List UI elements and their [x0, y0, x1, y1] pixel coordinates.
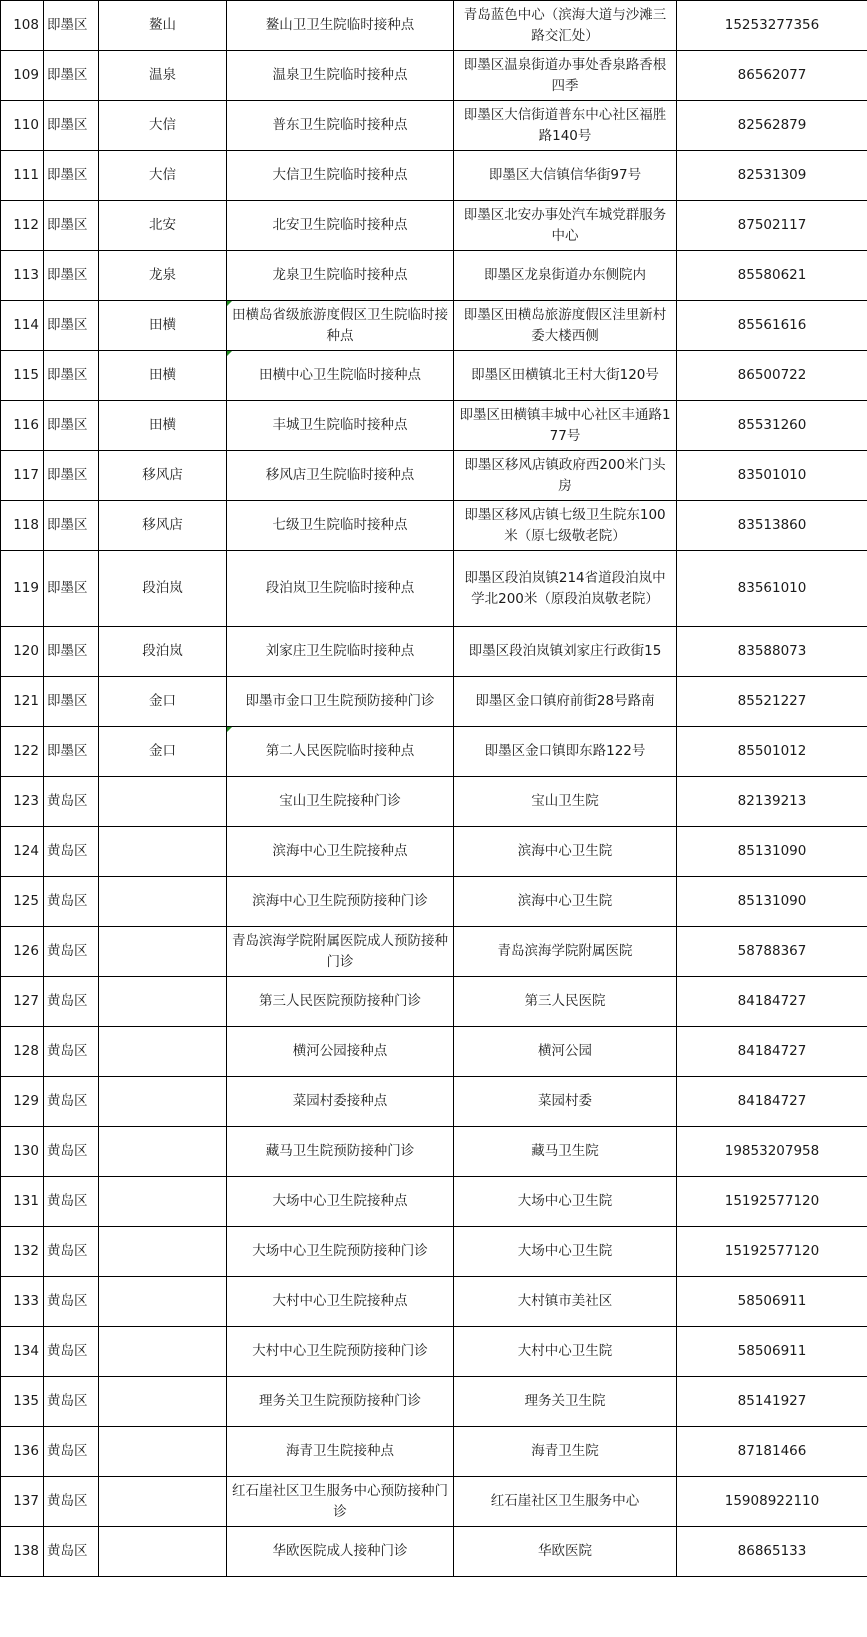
site-name-cell[interactable]: 滨海中心卫生院预防接种门诊	[227, 877, 454, 927]
town-cell[interactable]	[99, 1227, 227, 1277]
address-cell[interactable]: 即墨区大信街道普东中心社区福胜路140号	[454, 101, 677, 151]
table-row	[1, 351, 867, 401]
phone-cell[interactable]: 85131090	[677, 827, 867, 877]
address-cell[interactable]: 即墨区金口镇府前街28号路南	[454, 677, 677, 727]
site-name-cell[interactable]: 大场中心卫生院接种点	[227, 1177, 454, 1227]
phone-cell[interactable]: 84184727	[677, 1077, 867, 1127]
address-cell[interactable]: 即墨区移风店镇七级卫生院东100米（原七级敬老院）	[454, 501, 677, 551]
table-row	[1, 1177, 867, 1227]
site-name-cell[interactable]: 滨海中心卫生院接种点	[227, 827, 454, 877]
site-name-cell[interactable]: 龙泉卫生院临时接种点	[227, 251, 454, 301]
table-row	[1, 301, 867, 351]
table-row	[1, 1427, 867, 1477]
district-cell[interactable]: 即墨区	[44, 51, 99, 101]
table-row	[1, 1377, 867, 1427]
site-name-cell[interactable]: 海青卫生院接种点	[227, 1427, 454, 1477]
address-cell[interactable]: 即墨区田横镇丰城中心社区丰通路177号	[454, 401, 677, 451]
town-cell[interactable]: 移风店	[99, 451, 227, 501]
row-number-cell[interactable]: 108	[1, 1, 44, 51]
town-cell[interactable]: 金口	[99, 727, 227, 777]
site-name-cell[interactable]: 青岛滨海学院附属医院成人预防接种门诊	[227, 927, 454, 977]
town-cell[interactable]: 温泉	[99, 51, 227, 101]
address-cell[interactable]: 即墨区温泉街道办事处香泉路香根四季	[454, 51, 677, 101]
table-row	[1, 451, 867, 501]
address-cell[interactable]: 即墨区段泊岚镇刘家庄行政街15	[454, 627, 677, 677]
town-cell[interactable]: 北安	[99, 201, 227, 251]
district-cell[interactable]: 即墨区	[44, 151, 99, 201]
table-row	[1, 677, 867, 727]
town-cell[interactable]: 金口	[99, 677, 227, 727]
address-cell[interactable]: 即墨区大信镇信华街97号	[454, 151, 677, 201]
phone-cell[interactable]: 84184727	[677, 977, 867, 1027]
district-cell[interactable]: 黄岛区	[44, 877, 99, 927]
town-cell[interactable]: 段泊岚	[99, 551, 227, 627]
town-cell[interactable]	[99, 1527, 227, 1577]
town-cell[interactable]: 大信	[99, 151, 227, 201]
table-row	[1, 627, 867, 677]
phone-cell[interactable]: 85521227	[677, 677, 867, 727]
phone-cell[interactable]: 15192577120	[677, 1227, 867, 1277]
address-cell[interactable]: 大场中心卫生院	[454, 1177, 677, 1227]
row-number-cell[interactable]: 120	[1, 627, 44, 677]
address-cell[interactable]: 即墨区北安办事处汽车城党群服务中心	[454, 201, 677, 251]
phone-cell[interactable]: 86865133	[677, 1527, 867, 1577]
row-number-cell[interactable]: 116	[1, 401, 44, 451]
phone-cell[interactable]: 15192577120	[677, 1177, 867, 1227]
site-name-cell[interactable]: 宝山卫生院接种门诊	[227, 777, 454, 827]
phone-cell[interactable]: 82562879	[677, 101, 867, 151]
town-cell[interactable]	[99, 977, 227, 1027]
address-cell[interactable]: 大场中心卫生院	[454, 1227, 677, 1277]
town-cell[interactable]	[99, 1177, 227, 1227]
phone-cell[interactable]: 86562077	[677, 51, 867, 101]
site-name-cell[interactable]: 刘家庄卫生院临时接种点	[227, 627, 454, 677]
town-cell[interactable]: 鳌山	[99, 1, 227, 51]
address-cell[interactable]: 即墨区龙泉街道办东侧院内	[454, 251, 677, 301]
row-number-cell[interactable]: 137	[1, 1477, 44, 1527]
site-name-cell[interactable]: 第三人民医院预防接种门诊	[227, 977, 454, 1027]
district-cell[interactable]: 黄岛区	[44, 1127, 99, 1177]
site-name-cell[interactable]: 菜园村委接种点	[227, 1077, 454, 1127]
table-row	[1, 827, 867, 877]
address-cell[interactable]: 大村镇市美社区	[454, 1277, 677, 1327]
phone-cell[interactable]: 58506911	[677, 1277, 867, 1327]
site-name-cell[interactable]: 华欧医院成人接种门诊	[227, 1527, 454, 1577]
address-cell[interactable]: 即墨区田横岛旅游度假区洼里新村委大楼西侧	[454, 301, 677, 351]
site-name-cell[interactable]: 普东卫生院临时接种点	[227, 101, 454, 151]
table-row	[1, 201, 867, 251]
table-row	[1, 1527, 867, 1577]
address-cell[interactable]: 横河公园	[454, 1027, 677, 1077]
town-cell[interactable]	[99, 1477, 227, 1527]
town-cell[interactable]	[99, 1327, 227, 1377]
phone-cell[interactable]: 82531309	[677, 151, 867, 201]
district-cell[interactable]: 即墨区	[44, 1, 99, 51]
site-name-cell[interactable]: 田横岛省级旅游度假区卫生院临时接种点	[227, 301, 454, 351]
phone-cell[interactable]: 83501010	[677, 451, 867, 501]
row-number-cell[interactable]: 119	[1, 551, 44, 627]
site-name-cell[interactable]: 第二人民医院临时接种点	[227, 727, 454, 777]
row-number-cell[interactable]: 123	[1, 777, 44, 827]
town-cell[interactable]	[99, 1127, 227, 1177]
district-cell[interactable]: 黄岛区	[44, 1377, 99, 1427]
district-cell[interactable]: 黄岛区	[44, 927, 99, 977]
town-cell[interactable]: 大信	[99, 101, 227, 151]
site-name-cell[interactable]: 田横中心卫生院临时接种点	[227, 351, 454, 401]
town-cell[interactable]	[99, 827, 227, 877]
town-cell[interactable]	[99, 1277, 227, 1327]
district-cell[interactable]: 即墨区	[44, 201, 99, 251]
row-number-cell[interactable]: 134	[1, 1327, 44, 1377]
address-cell[interactable]: 大村中心卫生院	[454, 1327, 677, 1377]
row-number-cell[interactable]: 113	[1, 251, 44, 301]
table-row	[1, 551, 867, 627]
phone-cell[interactable]: 83513860	[677, 501, 867, 551]
site-name-cell[interactable]: 丰城卫生院临时接种点	[227, 401, 454, 451]
row-number-cell[interactable]: 117	[1, 451, 44, 501]
site-name-cell[interactable]: 横河公园接种点	[227, 1027, 454, 1077]
site-name-cell[interactable]: 温泉卫生院临时接种点	[227, 51, 454, 101]
row-number-cell[interactable]: 129	[1, 1077, 44, 1127]
town-cell[interactable]: 田横	[99, 351, 227, 401]
site-name-cell[interactable]: 北安卫生院临时接种点	[227, 201, 454, 251]
district-cell[interactable]: 黄岛区	[44, 1327, 99, 1377]
table-row	[1, 977, 867, 1027]
row-number-cell[interactable]: 122	[1, 727, 44, 777]
table-row	[1, 1077, 867, 1127]
district-cell[interactable]: 即墨区	[44, 351, 99, 401]
row-number-cell[interactable]: 135	[1, 1377, 44, 1427]
table-row	[1, 927, 867, 977]
row-number-cell[interactable]: 114	[1, 301, 44, 351]
table-row	[1, 401, 867, 451]
table-row	[1, 877, 867, 927]
phone-cell[interactable]: 85501012	[677, 727, 867, 777]
row-number-cell[interactable]: 130	[1, 1127, 44, 1177]
address-cell[interactable]: 滨海中心卫生院	[454, 877, 677, 927]
site-name-cell[interactable]: 大村中心卫生院接种点	[227, 1277, 454, 1327]
phone-cell[interactable]: 85580621	[677, 251, 867, 301]
row-number-cell[interactable]: 118	[1, 501, 44, 551]
town-cell[interactable]	[99, 777, 227, 827]
district-cell[interactable]: 黄岛区	[44, 827, 99, 877]
row-number-cell[interactable]: 126	[1, 927, 44, 977]
district-cell[interactable]: 即墨区	[44, 101, 99, 151]
address-cell[interactable]: 即墨区段泊岚镇214省道段泊岚中学北200米（原段泊岚敬老院）	[454, 551, 677, 627]
district-cell[interactable]: 即墨区	[44, 251, 99, 301]
address-cell[interactable]: 滨海中心卫生院	[454, 827, 677, 877]
row-number-cell[interactable]: 131	[1, 1177, 44, 1227]
town-cell[interactable]: 田横	[99, 401, 227, 451]
row-number-cell[interactable]: 138	[1, 1527, 44, 1577]
district-cell[interactable]: 黄岛区	[44, 1527, 99, 1577]
table-row	[1, 727, 867, 777]
district-cell[interactable]: 即墨区	[44, 401, 99, 451]
phone-cell[interactable]: 85531260	[677, 401, 867, 451]
town-cell[interactable]: 移风店	[99, 501, 227, 551]
site-name-cell[interactable]: 理务关卫生院预防接种门诊	[227, 1377, 454, 1427]
table-row	[1, 777, 867, 827]
table-row	[1, 1227, 867, 1277]
town-cell[interactable]	[99, 1077, 227, 1127]
row-number-cell[interactable]: 127	[1, 977, 44, 1027]
address-cell[interactable]: 青岛蓝色中心（滨海大道与沙滩三路交汇处）	[454, 1, 677, 51]
town-cell[interactable]	[99, 927, 227, 977]
phone-cell[interactable]: 82139213	[677, 777, 867, 827]
phone-cell[interactable]: 85561616	[677, 301, 867, 351]
row-number-cell[interactable]: 128	[1, 1027, 44, 1077]
town-cell[interactable]	[99, 1027, 227, 1077]
town-cell[interactable]: 田横	[99, 301, 227, 351]
address-cell[interactable]: 海青卫生院	[454, 1427, 677, 1477]
phone-cell[interactable]: 86500722	[677, 351, 867, 401]
table-row	[1, 1, 867, 51]
district-cell[interactable]: 即墨区	[44, 451, 99, 501]
district-cell[interactable]: 即墨区	[44, 501, 99, 551]
district-cell[interactable]: 黄岛区	[44, 1427, 99, 1477]
address-cell[interactable]: 菜园村委	[454, 1077, 677, 1127]
district-cell[interactable]: 黄岛区	[44, 777, 99, 827]
row-number-cell[interactable]: 121	[1, 677, 44, 727]
address-cell[interactable]: 即墨区移风店镇政府西200米门头房	[454, 451, 677, 501]
district-cell[interactable]: 黄岛区	[44, 1077, 99, 1127]
town-cell[interactable]	[99, 1427, 227, 1477]
row-number-cell[interactable]: 109	[1, 51, 44, 101]
table-row	[1, 251, 867, 301]
table-row	[1, 1277, 867, 1327]
site-name-cell[interactable]: 移风店卫生院临时接种点	[227, 451, 454, 501]
phone-cell[interactable]: 85141927	[677, 1377, 867, 1427]
town-cell[interactable]	[99, 877, 227, 927]
table-row	[1, 101, 867, 151]
phone-cell[interactable]: 19853207958	[677, 1127, 867, 1177]
district-cell[interactable]: 即墨区	[44, 627, 99, 677]
district-cell[interactable]: 黄岛区	[44, 977, 99, 1027]
address-cell[interactable]: 华欧医院	[454, 1527, 677, 1577]
row-number-cell[interactable]: 132	[1, 1227, 44, 1277]
phone-cell[interactable]: 83561010	[677, 551, 867, 627]
phone-cell[interactable]: 87181466	[677, 1427, 867, 1477]
address-cell[interactable]: 青岛滨海学院附属医院	[454, 927, 677, 977]
site-name-cell[interactable]: 大村中心卫生院预防接种门诊	[227, 1327, 454, 1377]
district-cell[interactable]: 黄岛区	[44, 1277, 99, 1327]
address-cell[interactable]: 第三人民医院	[454, 977, 677, 1027]
phone-cell[interactable]: 83588073	[677, 627, 867, 677]
row-number-cell[interactable]: 115	[1, 351, 44, 401]
row-number-cell[interactable]: 124	[1, 827, 44, 877]
table-row	[1, 1327, 867, 1377]
table-row	[1, 1477, 867, 1527]
district-cell[interactable]: 黄岛区	[44, 1177, 99, 1227]
table-row	[1, 501, 867, 551]
site-name-cell[interactable]: 大场中心卫生院预防接种门诊	[227, 1227, 454, 1277]
district-cell[interactable]: 即墨区	[44, 301, 99, 351]
district-cell[interactable]: 即墨区	[44, 727, 99, 777]
site-name-cell[interactable]: 即墨市金口卫生院预防接种门诊	[227, 677, 454, 727]
address-cell[interactable]: 理务关卫生院	[454, 1377, 677, 1427]
site-name-cell[interactable]: 七级卫生院临时接种点	[227, 501, 454, 551]
table-body	[1, 1, 867, 1577]
phone-cell[interactable]: 15253277356	[677, 1, 867, 51]
phone-cell[interactable]: 58506911	[677, 1327, 867, 1377]
site-name-cell[interactable]: 大信卫生院临时接种点	[227, 151, 454, 201]
table-row	[1, 151, 867, 201]
row-number-cell[interactable]: 136	[1, 1427, 44, 1477]
address-cell[interactable]: 即墨区田横镇北王村大街120号	[454, 351, 677, 401]
site-name-cell[interactable]: 鳌山卫卫生院临时接种点	[227, 1, 454, 51]
address-cell[interactable]: 红石崖社区卫生服务中心	[454, 1477, 677, 1527]
phone-cell[interactable]: 84184727	[677, 1027, 867, 1077]
district-cell[interactable]: 即墨区	[44, 551, 99, 627]
district-cell[interactable]: 黄岛区	[44, 1227, 99, 1277]
phone-cell[interactable]: 58788367	[677, 927, 867, 977]
row-number-cell[interactable]: 112	[1, 201, 44, 251]
site-name-cell[interactable]: 段泊岚卫生院临时接种点	[227, 551, 454, 627]
table-row	[1, 1127, 867, 1177]
district-cell[interactable]: 黄岛区	[44, 1027, 99, 1077]
town-cell[interactable]: 龙泉	[99, 251, 227, 301]
district-cell[interactable]: 黄岛区	[44, 1477, 99, 1527]
town-cell[interactable]: 段泊岚	[99, 627, 227, 677]
row-number-cell[interactable]: 133	[1, 1277, 44, 1327]
phone-cell[interactable]: 85131090	[677, 877, 867, 927]
phone-cell[interactable]: 15908922110	[677, 1477, 867, 1527]
site-name-cell[interactable]: 红石崖社区卫生服务中心预防接种门诊	[227, 1477, 454, 1527]
row-number-cell[interactable]: 110	[1, 101, 44, 151]
table-row	[1, 51, 867, 101]
phone-cell[interactable]: 87502117	[677, 201, 867, 251]
address-cell[interactable]: 宝山卫生院	[454, 777, 677, 827]
address-cell[interactable]: 即墨区金口镇即东路122号	[454, 727, 677, 777]
row-number-cell[interactable]: 125	[1, 877, 44, 927]
town-cell[interactable]	[99, 1377, 227, 1427]
row-number-cell[interactable]: 111	[1, 151, 44, 201]
site-name-cell[interactable]: 藏马卫生院预防接种门诊	[227, 1127, 454, 1177]
table-row	[1, 1027, 867, 1077]
district-cell[interactable]: 即墨区	[44, 677, 99, 727]
address-cell[interactable]: 藏马卫生院	[454, 1127, 677, 1177]
